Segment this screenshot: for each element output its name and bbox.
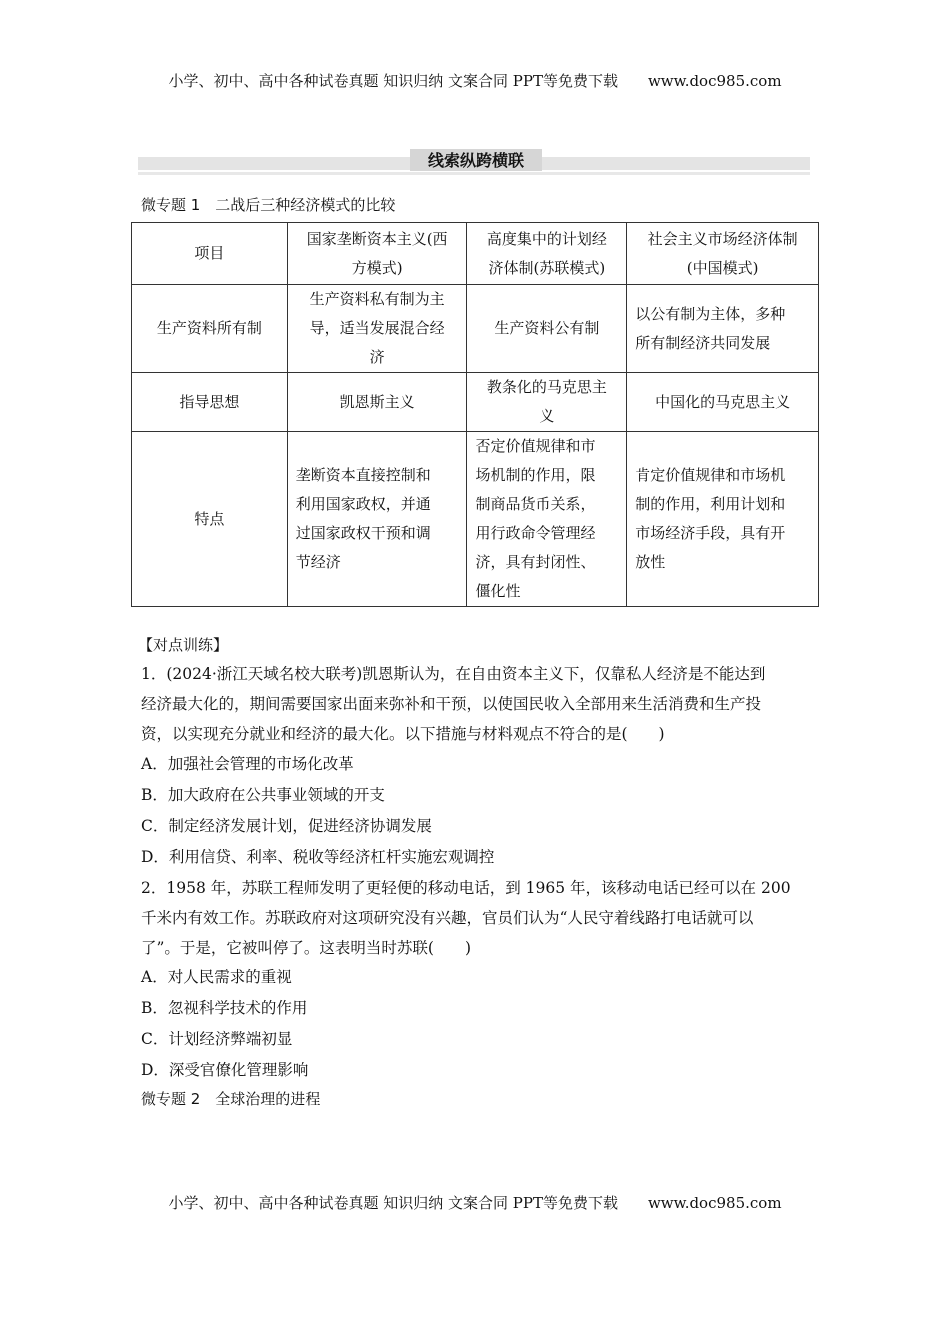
cell-line: 导，适当发展混合经 [309, 319, 445, 337]
cell-line: 制商品货币关系， [475, 495, 596, 513]
table-cell [287, 432, 467, 607]
topic-1-heading: 微专题 1 二战后三种经济模式的比较 [141, 196, 396, 214]
question-1-option-b: B．加大政府在公共事业领域的开支 [141, 786, 385, 804]
table-row [132, 373, 819, 432]
cell-line: 生产资料私有制为主 [309, 290, 445, 308]
cell-line: 利用国家政权，并通 [295, 495, 431, 513]
cell-line: 用行政命令管理经 [475, 524, 596, 542]
cell-line: 国家垄断资本主义(西 [306, 229, 448, 248]
cell-line: 生产资料所有制 [156, 319, 262, 337]
cell-line: 节经济 [295, 553, 341, 571]
table-header-cell [287, 223, 467, 285]
comparison-table [131, 222, 819, 607]
table-cell [467, 285, 627, 373]
question-1-option-c: C．制定经济发展计划，促进经济协调发展 [141, 817, 432, 835]
cell-line: 社会主义市场经济体制 [647, 229, 798, 248]
practice-label: 【对点训练】 [138, 636, 229, 654]
table-cell [132, 432, 288, 607]
question-2-line: 2．1958 年，苏联工程师发明了更轻便的移动电话，到 1965 年，该移动电话已经可以在 200 [141, 879, 791, 897]
page-header [0, 70, 950, 91]
cell-line: 中国化的马克思主义 [655, 392, 791, 411]
page-footer [0, 1192, 950, 1213]
cell-line: 否定价值规律和市 [475, 437, 596, 455]
table-header-cell [467, 223, 627, 285]
cell-line: 济 [369, 348, 385, 366]
cell-line: 所有制经济共同发展 [635, 333, 771, 352]
cell-line: (中国模式) [686, 258, 759, 277]
cell-line: 放性 [635, 553, 666, 571]
cell-line: 教条化的马克思主 [486, 378, 607, 396]
header-text: 小学、初中、高中各种试卷真题 知识归纳 文案合同 PPT等免费下载 [168, 72, 618, 90]
table-row [132, 432, 819, 607]
table-cell [287, 373, 467, 432]
table-header-cell [627, 223, 819, 285]
cell-line: 济，具有封闭性、 [475, 553, 596, 571]
table-cell [132, 285, 288, 373]
cell-line: 肯定价值规律和市场机 [635, 466, 786, 484]
table-cell [287, 285, 467, 373]
cell-line: 义 [539, 407, 555, 425]
table-row [132, 285, 819, 373]
table-header-row [132, 223, 819, 285]
table-header-cell [132, 223, 288, 285]
question-1-option-d: D．利用信贷、利率、税收等经济杠杆实施宏观调控 [141, 848, 495, 866]
table-cell [627, 285, 819, 373]
question-2-option-b: B．忽视科学技术的作用 [141, 999, 308, 1017]
footer-text: 小学、初中、高中各种试卷真题 知识归纳 文案合同 PPT等免费下载 [168, 1194, 618, 1212]
question-2-line: 了”。于是，它被叫停了。这表明当时苏联( ) [141, 939, 472, 957]
cell-line: 市场经济手段，具有开 [635, 524, 786, 542]
question-2-line: 千米内有效工作。苏联政府对这项研究没有兴趣，官员们认为“人民守着线路打电话就可以 [141, 909, 754, 927]
cell-line: 方模式) [351, 258, 403, 277]
section-title: 线索纵跨横联 [410, 149, 542, 171]
cell-line: 指导思想 [179, 392, 240, 411]
cell-line: 凯恩斯主义 [339, 392, 415, 411]
cell-line: 以公有制为主体，多种 [635, 304, 786, 323]
cell-line: 济体制(苏联模式) [488, 258, 606, 277]
cell-line: 制的作用，利用计划和 [635, 495, 786, 513]
table-cell [132, 373, 288, 432]
question-2-option-c: C．计划经济弊端初显 [141, 1030, 293, 1048]
cell-line: 垄断资本直接控制和 [295, 466, 431, 484]
topic-2-heading: 微专题 2 全球治理的进程 [141, 1090, 321, 1108]
cell-line: 高度集中的计划经 [486, 229, 607, 248]
question-1-line: 1．(2024·浙江天域名校大联考)凯恩斯认为，在自由资本主义下，仅靠私人经济是不能达到 [141, 665, 766, 683]
table-cell [627, 373, 819, 432]
cell-line: 过国家政权干预和调 [295, 524, 431, 542]
cell-line: 僵化性 [475, 582, 521, 600]
question-2-option-a: A．对人民需求的重视 [141, 968, 292, 986]
question-1-option-a: A．加强社会管理的市场化改革 [141, 755, 354, 773]
footer-url: www.doc985.com [647, 1194, 782, 1212]
table-cell [627, 432, 819, 607]
cell-line: 项目 [194, 244, 225, 262]
table-cell [467, 432, 627, 607]
question-1-line: 经济最大化的，期间需要国家出面来弥补和干预，以使国民收入全部用来生活消费和生产投 [141, 695, 762, 713]
question-1-line: 资，以实现充分就业和经济的最大化。以下措施与材料观点不符合的是( ) [141, 725, 665, 743]
question-2-option-d: D．深受官僚化管理影响 [141, 1061, 309, 1079]
cell-line: 场机制的作用，限 [475, 466, 596, 484]
header-url: www.doc985.com [647, 72, 782, 90]
table-cell [467, 373, 627, 432]
cell-line: 特点 [194, 509, 225, 528]
cell-line: 生产资料公有制 [494, 319, 600, 337]
